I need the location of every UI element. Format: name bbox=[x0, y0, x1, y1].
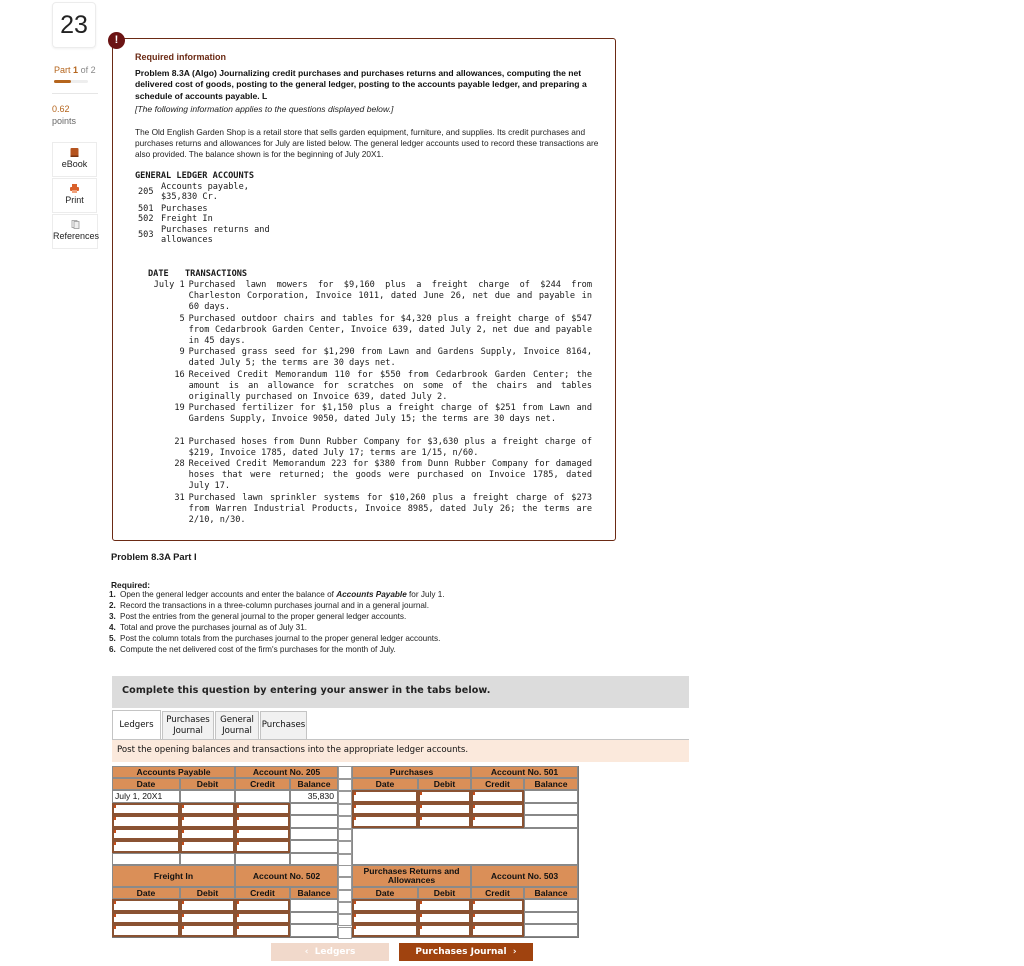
transaction-date: 5 bbox=[179, 314, 185, 324]
ap-debit-input[interactable] bbox=[180, 803, 235, 816]
tab-bar bbox=[112, 711, 308, 739]
alert-icon: ! bbox=[108, 32, 125, 49]
tab-general-journal[interactable]: General Journal bbox=[215, 711, 259, 739]
freight-account-number: Account No. 502 bbox=[235, 865, 338, 887]
purchases-col-debit: Debit bbox=[418, 778, 471, 790]
transaction-text: Received Credit Memorandum 223 for $380 from Dunn Rubber Company for damaged hoses that were returned; the goods were purchased on Invoice 1785, dated July 17. bbox=[188, 459, 592, 492]
ap-opening-balance: 35,830 bbox=[290, 790, 338, 803]
required-information-heading: Required information bbox=[135, 52, 227, 62]
book-icon bbox=[70, 148, 79, 157]
returns-credit-input[interactable] bbox=[471, 912, 524, 925]
required-item bbox=[109, 590, 445, 601]
spacer-cell bbox=[338, 804, 352, 817]
question-number: 23 bbox=[52, 2, 96, 48]
ap-credit-input[interactable] bbox=[235, 840, 290, 853]
purchases-credit-input[interactable] bbox=[471, 803, 524, 816]
item-number: 5. bbox=[109, 633, 116, 643]
item-number: 2. bbox=[109, 600, 116, 610]
item-number: 3. bbox=[109, 611, 116, 621]
ap-col-debit: Debit bbox=[180, 778, 235, 790]
spacer-cell bbox=[338, 791, 352, 804]
ap-date-input[interactable] bbox=[112, 828, 180, 841]
chevron-left-icon: ‹ bbox=[304, 947, 309, 957]
prev-label: Ledgers bbox=[314, 947, 356, 957]
item-text: Record the transactions in a three-column purchases journal and in a general journal. bbox=[120, 600, 430, 610]
transaction-row bbox=[140, 314, 592, 348]
purchases-col-credit: Credit bbox=[471, 778, 524, 790]
freight-credit-input[interactable] bbox=[235, 924, 290, 937]
tab-ledgers[interactable]: Ledgers bbox=[112, 710, 161, 739]
returns-col-debit: Debit bbox=[418, 887, 471, 899]
purchases-debit-input[interactable] bbox=[418, 815, 471, 828]
purchases-col-date: Date bbox=[352, 778, 418, 790]
transaction-row bbox=[140, 370, 592, 404]
transaction-row bbox=[140, 493, 592, 527]
transaction-date: 16 bbox=[174, 370, 185, 380]
ap-credit-cell bbox=[235, 790, 290, 803]
ap-credit-input[interactable] bbox=[235, 815, 290, 828]
part-progress-fill bbox=[54, 80, 71, 83]
returns-col-date: Date bbox=[352, 887, 418, 899]
gl-account-number: 501 bbox=[138, 204, 154, 214]
purchases-date-input[interactable] bbox=[352, 790, 418, 803]
ap-blank-cell bbox=[235, 853, 290, 866]
documents-icon bbox=[71, 220, 80, 229]
gl-account-row bbox=[138, 214, 291, 224]
transaction-text: Purchased lawn sprinkler systems for $10,260 plus a freight charge of $273 from Warren Industrial Products, Invoice 8985, dated July 26; the terms are 2/10, n/30. bbox=[188, 493, 592, 526]
item-emphasis: Accounts Payable bbox=[336, 590, 407, 599]
print-button[interactable] bbox=[52, 178, 97, 213]
transaction-row bbox=[140, 403, 592, 425]
problem-intro: The Old English Garden Shop is a retail store that sells garden equipment, furniture, and supplies. Its credit purchases and purchases returns and allowances for July are listed below. The general ledger accounts used to record these transactions are also provided. The balance shown is for the beginning of July 20X1. bbox=[135, 127, 599, 159]
instructions-banner bbox=[112, 676, 689, 708]
freight-account-name: Freight In bbox=[112, 865, 235, 887]
item-text: Open the general ledger accounts and enter the balance of bbox=[120, 590, 337, 599]
item-number: 4. bbox=[109, 622, 116, 632]
freight-date-input[interactable] bbox=[112, 899, 180, 912]
transaction-date: 9 bbox=[179, 347, 185, 357]
required-item bbox=[109, 634, 445, 645]
ap-date-input[interactable] bbox=[112, 815, 180, 828]
purchases-date-input[interactable] bbox=[352, 803, 418, 816]
ap-balance-cell bbox=[290, 840, 338, 853]
returns-credit-input[interactable] bbox=[471, 924, 524, 937]
returns-account-number: Account No. 503 bbox=[471, 865, 578, 887]
freight-col-balance: Balance bbox=[290, 887, 338, 899]
purchases-credit-input[interactable] bbox=[471, 790, 524, 803]
ledger-grid bbox=[112, 766, 579, 938]
item-text: Post the entries from the general journal to the proper general ledger accounts. bbox=[120, 611, 407, 621]
gl-account-name: Accounts payable, $35,830 Cr. bbox=[161, 182, 249, 202]
spacer-cell bbox=[338, 914, 352, 926]
ap-account-name: Accounts Payable bbox=[112, 766, 235, 778]
transaction-date: 19 bbox=[174, 403, 185, 413]
returns-balance-cell bbox=[524, 899, 578, 912]
returns-col-balance: Balance bbox=[524, 887, 578, 899]
part-title: Problem 8.3A Part I bbox=[111, 551, 197, 562]
freight-balance-cell bbox=[290, 912, 338, 925]
tx-date-header: DATE bbox=[148, 269, 169, 279]
freight-credit-input[interactable] bbox=[235, 912, 290, 925]
part-progress-bar bbox=[54, 80, 88, 83]
purchases-balance-cell bbox=[524, 790, 578, 803]
gl-account-row bbox=[138, 182, 279, 202]
transaction-text: Purchased outdoor chairs and tables for $4,320 plus a freight charge of $547 from Cedarbrook Garden Center, Invoice 639, dated July 2, net due and payable in 45 days. bbox=[188, 314, 592, 347]
ap-debit-input[interactable] bbox=[180, 840, 235, 853]
ap-blank-cell bbox=[180, 853, 235, 866]
ap-balance-cell bbox=[290, 815, 338, 828]
transaction-row bbox=[140, 459, 592, 493]
problem-title: Problem 8.3A (Algo) Journalizing credit purchases and purchases returns and allowances, computing the net delivered cost of goods, posting to the general ledger, posting to the accounts payable ledger, and preparing a schedule of accounts payable. L bbox=[135, 68, 587, 101]
purchases-blank-area bbox=[352, 828, 578, 866]
gl-account-name: Purchases bbox=[161, 204, 208, 214]
returns-date-input[interactable] bbox=[352, 924, 418, 937]
item-text: Compute the net delivered cost of the firm's purchases for the month of July. bbox=[120, 644, 396, 654]
part-label: Part bbox=[54, 65, 71, 75]
tab-purchases-journal[interactable]: Purchases Journal bbox=[162, 711, 214, 739]
returns-date-input[interactable] bbox=[352, 899, 418, 912]
next-purchases-journal-button[interactable] bbox=[399, 943, 533, 961]
part-of: of 2 bbox=[80, 65, 96, 75]
ap-date-input[interactable] bbox=[112, 840, 180, 853]
ebook-button[interactable] bbox=[52, 142, 97, 177]
ap-blank-cell bbox=[290, 853, 338, 866]
purchases-account-name: Purchases bbox=[352, 766, 471, 778]
purchases-account-number: Account No. 501 bbox=[471, 766, 578, 778]
spacer-cell bbox=[338, 877, 352, 889]
next-label: Purchases Journal bbox=[415, 947, 507, 957]
gl-account-name: Purchases returns and allowances bbox=[161, 225, 270, 245]
freight-col-debit: Debit bbox=[180, 887, 235, 899]
spacer-cell bbox=[338, 829, 352, 842]
gl-accounts-title: GENERAL LEDGER ACCOUNTS bbox=[135, 171, 254, 181]
freight-col-credit: Credit bbox=[235, 887, 290, 899]
ap-balance-cell bbox=[290, 803, 338, 816]
spacer-cell bbox=[338, 890, 352, 902]
freight-date-input[interactable] bbox=[112, 912, 180, 925]
ap-credit-input[interactable] bbox=[235, 828, 290, 841]
ap-col-credit: Credit bbox=[235, 778, 290, 790]
item-number: 6. bbox=[109, 644, 116, 654]
returns-date-input[interactable] bbox=[352, 912, 418, 925]
spacer-cell bbox=[338, 902, 352, 914]
tab-purchases[interactable]: Purchases bbox=[260, 711, 307, 739]
freight-debit-input[interactable] bbox=[180, 912, 235, 925]
transaction-row bbox=[140, 437, 592, 459]
ap-opening-date: July 1, 20X1 bbox=[112, 790, 180, 803]
item-text-end: for July 1. bbox=[406, 590, 445, 599]
spacer-cell bbox=[338, 779, 352, 792]
points-value: 0.62 bbox=[52, 104, 70, 114]
transaction-date: 28 bbox=[174, 459, 185, 469]
instruction-text: Post the opening balances and transactions into the appropriate ledger accounts. bbox=[117, 745, 469, 755]
points-label: points bbox=[52, 116, 77, 126]
returns-col-credit: Credit bbox=[471, 887, 524, 899]
required-item bbox=[109, 645, 445, 656]
gl-account-name: Freight In bbox=[161, 214, 213, 224]
required-heading: Required: bbox=[111, 580, 151, 590]
ap-balance-cell bbox=[290, 828, 338, 841]
ap-credit-input[interactable] bbox=[235, 803, 290, 816]
ap-account-number: Account No. 205 bbox=[235, 766, 338, 778]
transaction-row bbox=[140, 347, 592, 369]
returns-account-name: Purchases Returns and Allowances bbox=[352, 865, 471, 887]
part-current: 1 bbox=[73, 65, 79, 75]
ap-col-date: Date bbox=[112, 778, 180, 790]
freight-balance-cell bbox=[290, 899, 338, 912]
gl-account-number: 205 bbox=[138, 187, 154, 197]
transaction-text: Purchased grass seed for $1,290 from Lawn and Gardens Supply, Invoice 8164, dated July 5; the terms are 30 days net. bbox=[188, 347, 592, 369]
transaction-text: Purchased lawn mowers for $9,160 plus a freight charge of $244 from Charleston Corporation, Invoice 1011, dated June 26, net due and payable in 60 days. bbox=[188, 280, 592, 313]
references-button[interactable] bbox=[52, 214, 98, 249]
spacer-cell bbox=[338, 841, 352, 854]
banner-text: Complete this question by entering your answer in the tabs below. bbox=[122, 685, 491, 696]
ebook-label: eBook bbox=[61, 159, 88, 169]
gl-account-row bbox=[138, 225, 291, 245]
freight-debit-input[interactable] bbox=[180, 899, 235, 912]
spacer-cell bbox=[338, 865, 352, 877]
required-item bbox=[109, 623, 445, 634]
purchases-balance-cell bbox=[524, 815, 578, 828]
required-item bbox=[109, 612, 445, 623]
transaction-row bbox=[140, 280, 592, 314]
purchases-col-balance: Balance bbox=[524, 778, 578, 790]
prev-ledgers-button[interactable] bbox=[271, 943, 389, 961]
gl-account-row bbox=[138, 204, 291, 214]
transaction-text: Purchased hoses from Dunn Rubber Company for $3,630 plus a freight charge of $219, Invoice 1785, dated July 17; terms are 1/15, n/60. bbox=[188, 437, 592, 459]
sidebar-divider bbox=[52, 93, 98, 94]
ap-debit-cell bbox=[180, 790, 235, 803]
item-number: 1. bbox=[109, 590, 116, 599]
following-note: [The following information applies to the questions displayed below.] bbox=[135, 104, 394, 114]
gl-account-number: 502 bbox=[138, 214, 154, 224]
required-item bbox=[109, 601, 445, 612]
freight-col-date: Date bbox=[112, 887, 180, 899]
returns-debit-input[interactable] bbox=[418, 912, 471, 925]
ap-debit-input[interactable] bbox=[180, 815, 235, 828]
freight-date-input[interactable] bbox=[112, 924, 180, 937]
spacer-cell bbox=[338, 927, 352, 939]
transaction-date: 31 bbox=[174, 493, 185, 503]
transaction-text: Purchased fertilizer for $1,150 plus a freight charge of $251 from Lawn and Gardens Supply, Invoice 9050, dated July 15; the terms are 30 days net. bbox=[188, 403, 592, 425]
gl-account-number: 503 bbox=[138, 230, 154, 240]
ap-date-input[interactable] bbox=[112, 803, 180, 816]
transaction-date: July 1 bbox=[153, 280, 185, 290]
tab-instruction bbox=[112, 740, 689, 762]
purchases-date-input[interactable] bbox=[352, 815, 418, 828]
purchases-debit-input[interactable] bbox=[418, 803, 471, 816]
transaction-text: Received Credit Memorandum 110 for $550 from Cedarbrook Garden Center; the amount is an allowance for scratches on some of the chairs and tables originally purchased on Invoice 639, dated July 2. bbox=[188, 370, 592, 403]
returns-debit-input[interactable] bbox=[418, 924, 471, 937]
ap-col-balance: Balance bbox=[290, 778, 338, 790]
required-list bbox=[109, 590, 445, 655]
ap-debit-input[interactable] bbox=[180, 828, 235, 841]
spacer-cell bbox=[338, 766, 352, 779]
purchases-balance-cell bbox=[524, 803, 578, 816]
tx-header: TRANSACTIONS bbox=[185, 269, 248, 279]
transaction-date: 21 bbox=[174, 437, 185, 447]
spacer-cell bbox=[338, 816, 352, 829]
references-label: References bbox=[53, 231, 100, 241]
freight-credit-input[interactable] bbox=[235, 899, 290, 912]
item-text: Total and prove the purchases journal as of July 31. bbox=[120, 622, 308, 632]
purchases-credit-input[interactable] bbox=[471, 815, 524, 828]
returns-credit-input[interactable] bbox=[471, 899, 524, 912]
ap-blank-cell bbox=[112, 853, 180, 866]
printer-icon bbox=[70, 184, 79, 193]
returns-balance-cell bbox=[524, 924, 578, 937]
purchases-debit-input[interactable] bbox=[418, 790, 471, 803]
returns-debit-input[interactable] bbox=[418, 899, 471, 912]
freight-debit-input[interactable] bbox=[180, 924, 235, 937]
part-indicator bbox=[54, 65, 96, 75]
returns-balance-cell bbox=[524, 912, 578, 925]
chevron-right-icon: › bbox=[512, 947, 517, 957]
item-text: Post the column totals from the purchases journal to the proper general ledger accounts. bbox=[120, 633, 441, 643]
freight-balance-cell bbox=[290, 924, 338, 937]
print-label: Print bbox=[65, 195, 84, 205]
